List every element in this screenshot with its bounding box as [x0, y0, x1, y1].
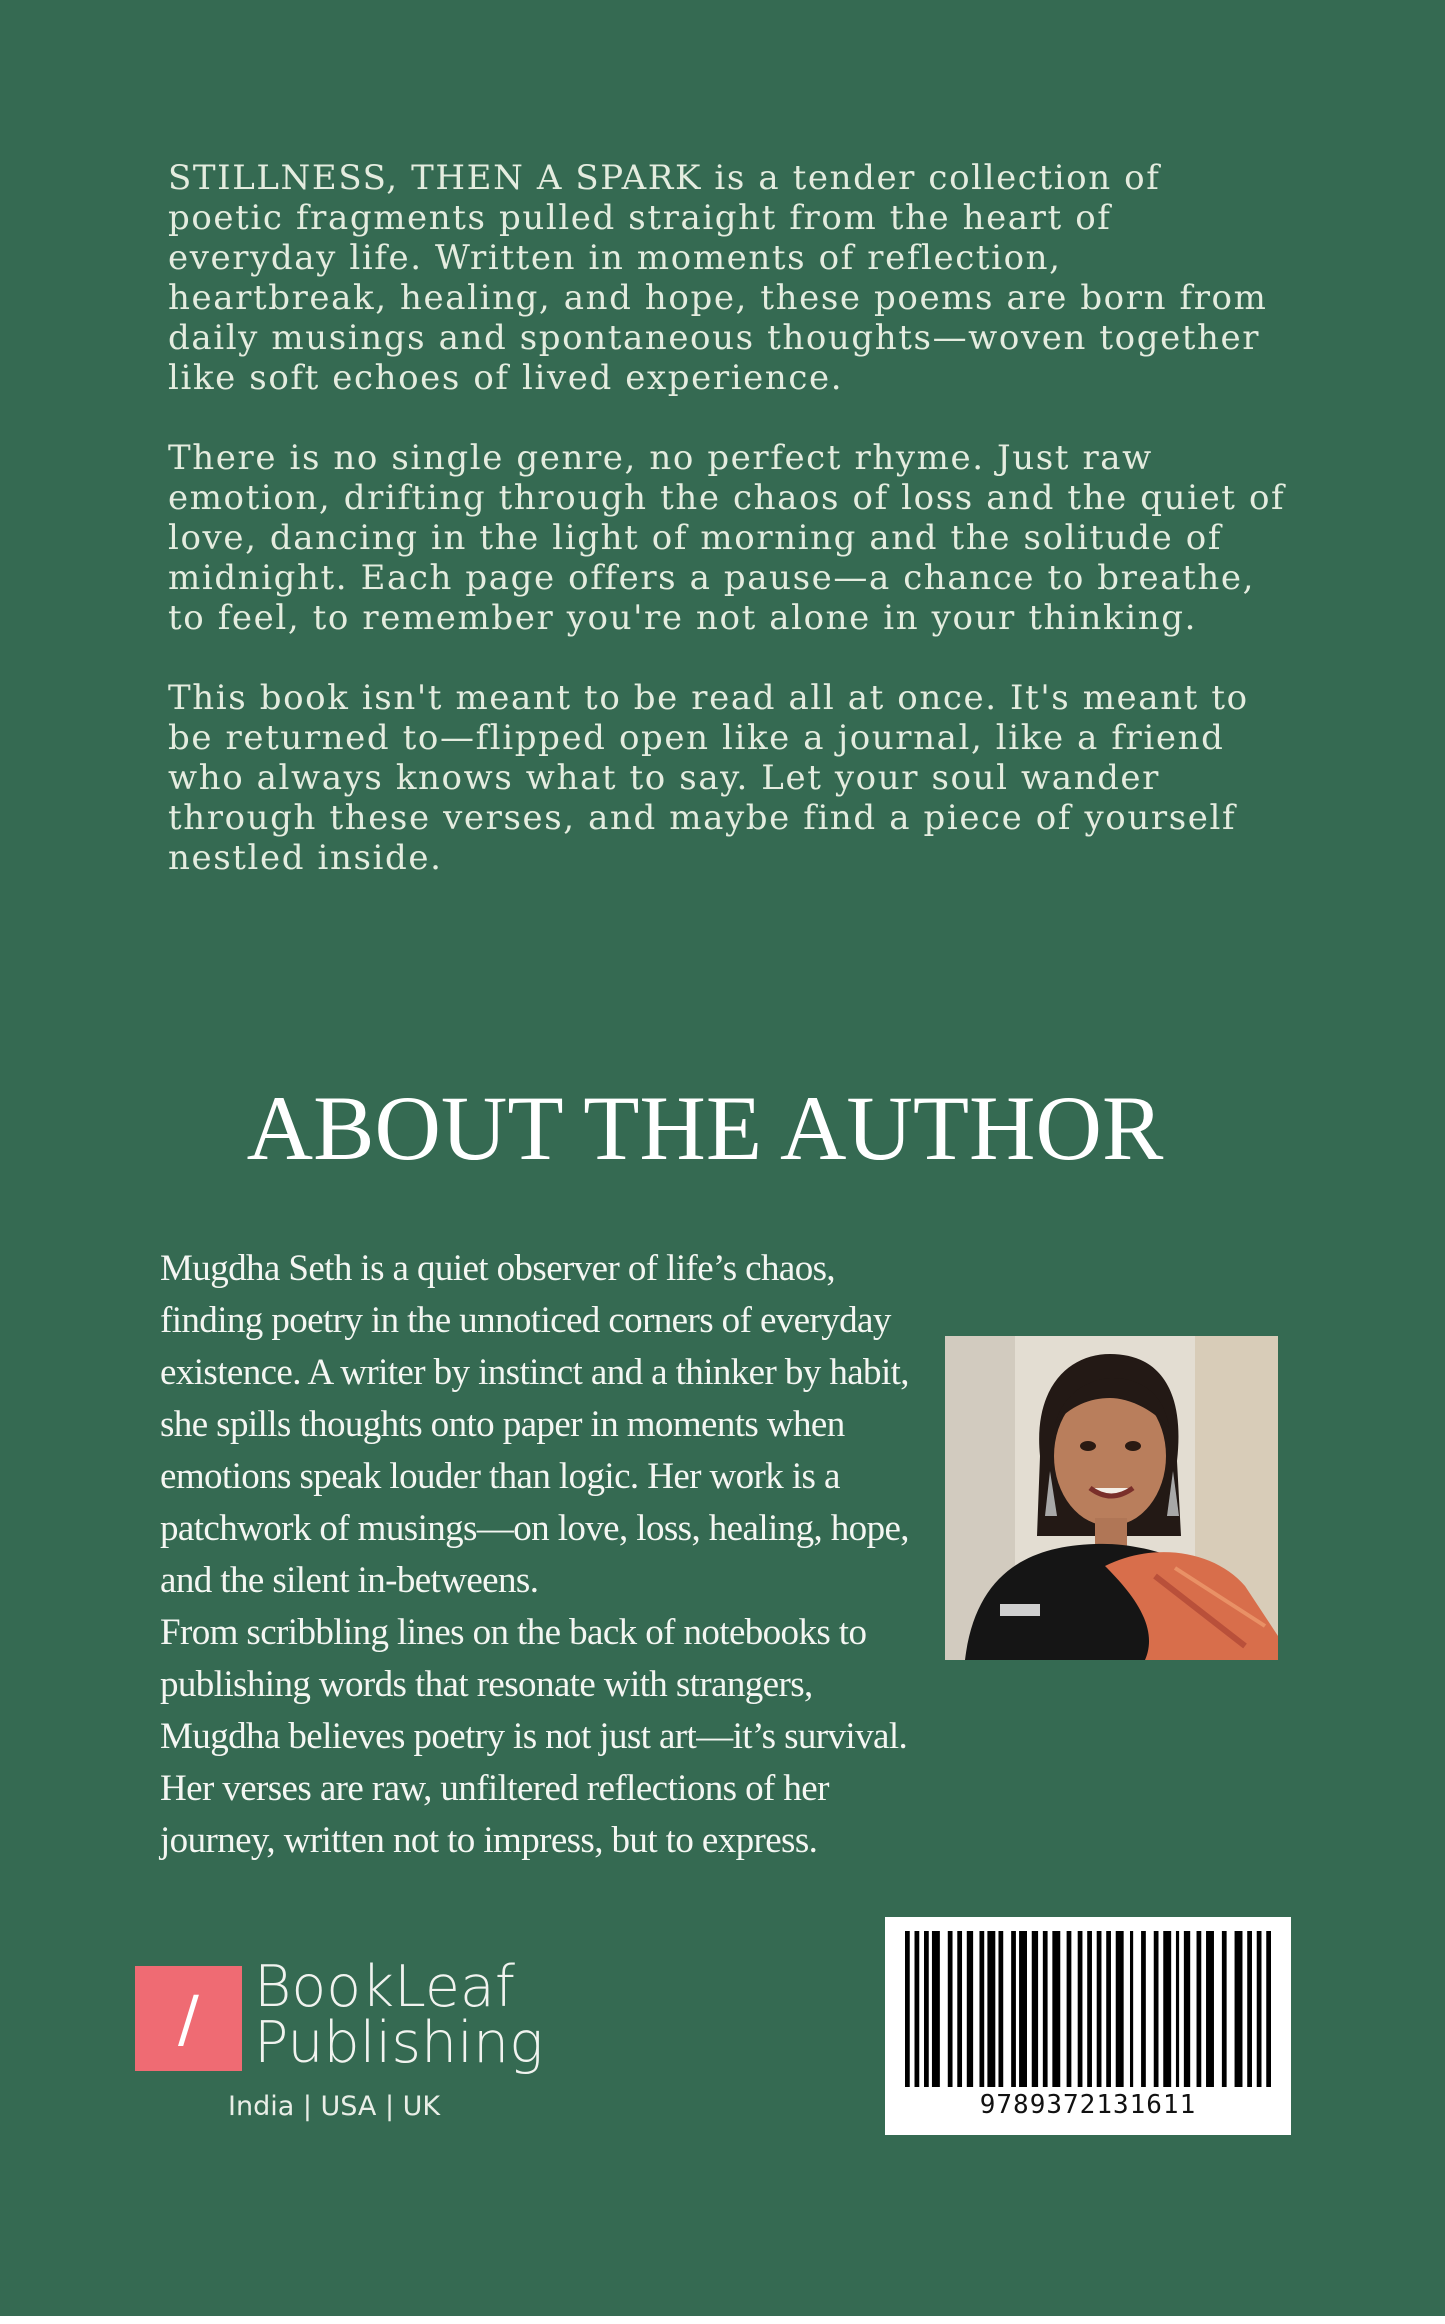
logo-mark	[135, 1966, 242, 2071]
slash-icon: /	[178, 1982, 199, 2055]
barcode-bar	[1116, 1931, 1124, 2087]
barcode-bar	[924, 1931, 929, 2087]
barcode-bar	[987, 1931, 995, 2087]
isbn-number: 9789372131611	[979, 2090, 1197, 2120]
barcode-bar	[1141, 1931, 1146, 2087]
barcode-bar	[1052, 1931, 1060, 2087]
barcode-bar	[1087, 1931, 1092, 2087]
barcode-bar	[957, 1931, 962, 2087]
barcode-bar	[1067, 1931, 1072, 2087]
barcode-bar	[1247, 1931, 1252, 2087]
author-photo	[945, 1336, 1278, 1660]
blurb-paragraph-1: STILLNESS, THEN A SPARK is a tender collection of poetic fragments pulled straight from the heart of everyday life. Written in moments of reflection, heartbreak, healing, and hope, these poems are born from daily musings and spontaneous thoughts—woven together like soft echoes of lived experience.	[168, 158, 1268, 398]
publisher-name-line-1: BookLeaf	[254, 1954, 515, 2020]
author-portrait-illustration	[945, 1336, 1278, 1660]
barcode-bars-icon	[905, 1931, 1271, 2087]
blurb-paragraph-3: This book isn't meant to be read all at once. It's meant to be returned to—flipped open like a journal, like a friend who always knows what to say. Let your soul wander through these verses, and maybe find a piece of yourself nestled inside.	[168, 678, 1249, 878]
barcode-bar	[1130, 1931, 1133, 2087]
barcode-bar	[1097, 1931, 1102, 2087]
barcode-bar	[967, 1931, 973, 2087]
barcode-bar	[1222, 1931, 1227, 2087]
barcode-bar	[1206, 1931, 1214, 2087]
barcode-bar	[1163, 1931, 1171, 2087]
barcode-bar	[1078, 1931, 1083, 2087]
publisher-regions: India | USA | UK	[228, 2091, 441, 2122]
barcode-bar	[1235, 1931, 1243, 2087]
barcode-bar	[1197, 1931, 1202, 2087]
barcode-bar	[905, 1931, 910, 2087]
book-blurb	[168, 158, 1288, 918]
barcode-bar	[979, 1931, 984, 2087]
barcode-bar	[1106, 1931, 1111, 2087]
barcode-bar	[932, 1931, 940, 2087]
barcode-bar	[1043, 1931, 1048, 2087]
author-bio-paragraph-1: Mugdha Seth is a quiet observer of life’s chaos, finding poetry in the unnoticed corners of everyday existence. A writer by instinct and a thinker by habit, she spills thoughts onto paper in moments when emotions speak louder than logic. Her work is a patchwork of musings—on love, loss, healing, hope, and the silent in-betweens.	[160, 1248, 909, 1601]
blurb-paragraph-2: There is no single genre, no perfect rhyme. Just raw emotion, drifting through the chaos of loss and the quiet of love, dancing in the light of morning and the solitude of midnight. Each page offers a pause—a chance to breathe, to feel, to remember you're not alone in your thinking.	[168, 438, 1286, 638]
barcode-bar	[1266, 1931, 1271, 2087]
barcode-bar	[1184, 1931, 1190, 2087]
barcode-bar	[1011, 1931, 1016, 2087]
author-bio-paragraph-2: From scribbling lines on the back of notebooks to publishing words that resonate with strangers, Mugdha believes poetry is not just art—it’s survival. Her verses are raw, unfiltered reflections of her journey, written not to impress, but to express.	[160, 1612, 908, 1861]
publisher-name-line-2: Publishing	[254, 2010, 544, 2076]
barcode-bar	[948, 1931, 953, 2087]
isbn-barcode	[885, 1917, 1291, 2135]
barcode-bar	[1154, 1931, 1159, 2087]
barcode-bar	[915, 1931, 920, 2087]
barcode-bar	[1176, 1931, 1179, 2087]
barcode-bar	[998, 1931, 1003, 2087]
barcode-bar	[1257, 1931, 1262, 2087]
publisher-logo	[135, 1954, 544, 2123]
author-bio	[160, 1243, 920, 1867]
barcode-bar	[1032, 1931, 1038, 2087]
about-author-heading: ABOUT THE AUTHOR	[246, 1077, 1164, 1179]
barcode-bar	[1019, 1931, 1027, 2087]
